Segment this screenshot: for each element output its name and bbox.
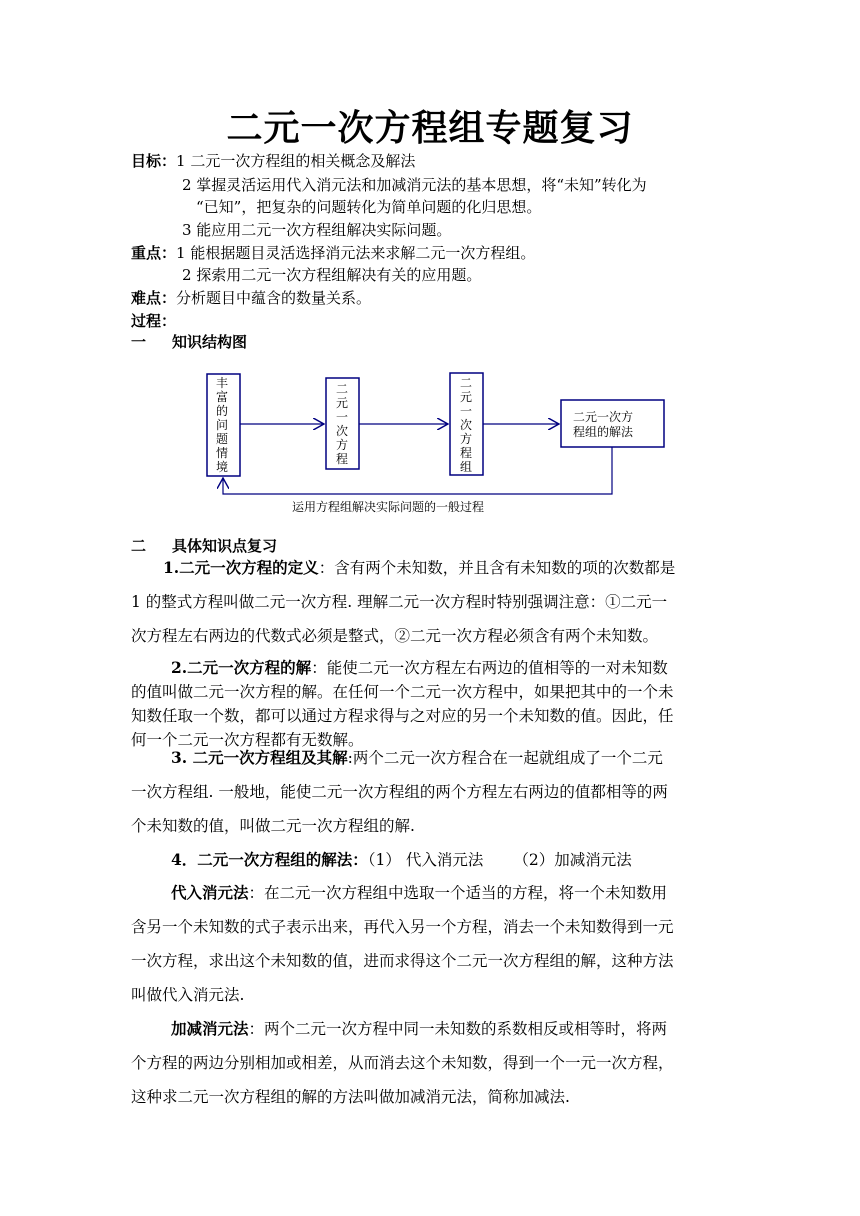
definition-heading: 1.二元一次方程的定义: [163, 558, 319, 577]
svg-text:的: 的: [216, 404, 229, 418]
section-2-title: 具体知识点复习: [172, 537, 278, 555]
section-2-number: 二: [131, 537, 147, 555]
substitution-text-4: 叫做代入消元法.: [131, 986, 245, 1004]
svg-text:次: 次: [336, 424, 349, 438]
goals-label: 目标：: [131, 152, 177, 170]
difficulty-label: 难点：: [131, 289, 177, 307]
box-linear-equation-label: [336, 382, 348, 466]
substitution-text-1: ：在二元一次方程组中选取一个适当的方程，将一个未知数用: [248, 884, 668, 902]
box-equation-system-label: [460, 376, 472, 474]
paragraph-solution: [131, 656, 731, 752]
solution-text-4: 何一个二元一次方程都有无数解。: [131, 731, 364, 749]
goal-item-2-cont: “已知”，把复杂的问题转化为简单问题的化归思想。: [196, 198, 542, 216]
loop-back-arrow: [223, 447, 612, 494]
system-text-2: 一次方程组. 一般地，能使二元一次方程组的两个方程左右两边的值都相等的两: [131, 783, 668, 801]
elimination-text-1: ：两个二元一次方程中同一未知数的系数相反或相等时，将两: [248, 1020, 668, 1038]
definition-text-2: 1 的整式方程叫做二元一次方程. 理解二元一次方程时特别强调注意：①二元一: [131, 593, 668, 611]
svg-text:程组的解法: 程组的解法: [573, 425, 634, 439]
key-point-1: 1 能根据题目灵活选择消元法来求解二元一次方程组。: [176, 244, 536, 262]
solution-heading: 2.二元一次方程的解: [171, 658, 312, 677]
svg-text:富: 富: [216, 390, 229, 404]
goal-item-1: 1 二元一次方程组的相关概念及解法: [176, 152, 416, 170]
svg-text:次: 次: [460, 418, 473, 432]
svg-text:二: 二: [460, 376, 473, 390]
goal-item-3: 3 能应用二元一次方程组解决实际问题。: [182, 221, 452, 239]
svg-text:程: 程: [336, 452, 349, 466]
loop-label: 运用方程组解决实际问题的一般过程: [292, 500, 485, 514]
method-elimination: （2）加减消元法: [513, 851, 632, 869]
svg-text:二元一次方: 二元一次方: [573, 410, 634, 424]
method-substitution: （1） 代入消元法: [367, 851, 484, 869]
svg-text:情: 情: [216, 446, 229, 460]
paragraph-definition: [131, 551, 731, 653]
svg-text:方: 方: [336, 438, 349, 452]
substitution-text-3: 一次方程，求出这个未知数的值，进而求得这个二元一次方程组的解，这种方法: [131, 952, 674, 970]
paragraph-elimination: [131, 1012, 731, 1114]
paragraph-methods: [131, 848, 731, 872]
svg-text:题: 题: [216, 432, 229, 446]
solution-text-3: 知数任取一个数，都可以通过方程求得与之对应的另一个未知数的值。因此，任: [131, 707, 674, 725]
definition-text-3: 次方程左右两边的代数式必须是整式，②二元一次方程必须含有两个未知数。: [131, 627, 659, 645]
solution-text-1: ：能使二元一次方程左右两边的值相等的一对未知数: [311, 659, 668, 677]
goal-item-2: 2 掌握灵活运用代入消元法和加减消元法的基本思想，将“未知”转化为: [182, 176, 647, 194]
paragraph-system: [131, 741, 731, 843]
substitution-text-2: 含另一个未知数的式子表示出来，再代入另一个方程，消去一个未知数得到一元: [131, 918, 674, 936]
definition-text-1: ：含有两个未知数，并且含有未知数的项的次数都是: [318, 559, 676, 577]
svg-text:一: 一: [336, 410, 349, 424]
system-text-1: :两个二元一次方程合在一起就组成了一个二元: [347, 749, 663, 767]
svg-text:元: 元: [336, 396, 349, 410]
svg-text:问: 问: [216, 418, 229, 432]
svg-text:元: 元: [460, 390, 473, 404]
page-title: 二元一次方程组专题复习: [226, 107, 634, 149]
svg-text:二: 二: [336, 382, 349, 396]
key-points-label: 重点：: [131, 244, 177, 262]
svg-text:方: 方: [460, 432, 473, 446]
elimination-text-3: 这种求二元一次方程组的解的方法叫做加减消元法，简称加减法.: [131, 1088, 570, 1106]
process-label: 过程：: [131, 312, 177, 330]
methods-heading: 4．二元一次方程组的解法：: [171, 850, 368, 869]
section-1-number: 一: [131, 333, 147, 351]
section-1-title: 知识结构图: [172, 333, 248, 351]
difficulty-text: 分析题目中蕴含的数量关系。: [176, 289, 372, 307]
box-problem-situation-label: [216, 375, 228, 474]
system-text-3: 个未知数的值，叫做二元一次方程组的解.: [131, 817, 415, 835]
svg-text:组: 组: [460, 460, 473, 474]
elimination-text-2: 个方程的两边分别相加或相差，从而消去这个未知数，得到一个一元一次方程，: [131, 1054, 674, 1072]
solution-text-2: 的值叫做二元一次方程的解。在任何一个二元一次方程中，如果把其中的一个未: [131, 683, 674, 701]
svg-text:境: 境: [216, 460, 229, 474]
svg-text:丰: 丰: [216, 376, 229, 390]
elimination-heading: 加减消元法: [171, 1019, 249, 1038]
system-heading: 3. 二元一次方程组及其解: [171, 748, 348, 767]
svg-text:程: 程: [460, 446, 473, 460]
paragraph-substitution: [131, 876, 731, 1012]
key-point-2: 2 探索用二元一次方程组解决有关的应用题。: [182, 266, 482, 284]
substitution-heading: 代入消元法: [171, 883, 249, 902]
svg-text:一: 一: [460, 404, 473, 418]
